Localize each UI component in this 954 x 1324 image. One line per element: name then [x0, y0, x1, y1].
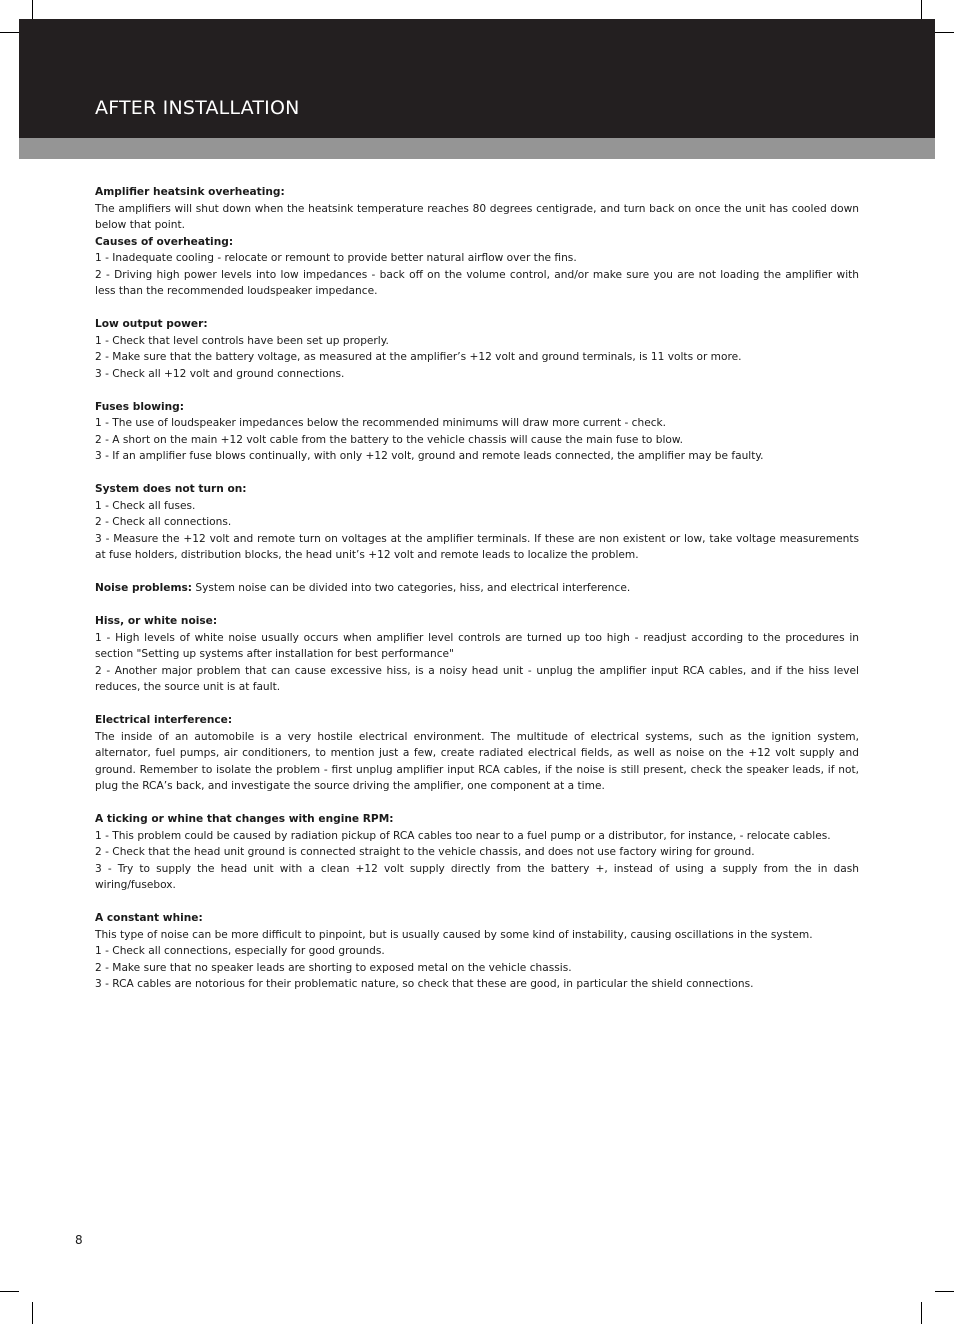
- section-heading: A ticking or whine that changes with engine RPM:: [95, 813, 394, 825]
- crop-mark: [935, 1291, 954, 1292]
- list-item: 3 - Measure the +12 volt and remote turn on voltages at the amplifier terminals. If these are non existent or low, take voltage measurements at fuse holders, distribution blocks, the head unit’s +12 volt and remote leads to localize the problem.: [95, 532, 859, 561]
- body-text: The amplifiers will shut down when the heatsink temperature reaches 80 degrees centigrade, and turn back on once the unit has cooled down below that point.: [95, 202, 859, 231]
- list-item: 2 - Make sure that the battery voltage, as measured at the amplifier’s +12 volt and ground terminals, is 11 volts or more.: [95, 351, 742, 363]
- list-item: 2 - A short on the main +12 volt cable from the battery to the vehicle chassis will cause the main fuse to blow.: [95, 433, 683, 446]
- list-item: 1 - Check all connections, especially for good grounds.: [95, 945, 385, 957]
- list-item: 3 - If an amplifier fuse blows continually, with only +12 volt, ground and remote leads connected, the amplifier may be faulty.: [95, 450, 764, 462]
- list-item: 1 - High levels of white noise usually occurs when amplifier level controls are turned up too high - readjust according to the procedures in section "Setting up systems after installation for best performance": [95, 631, 859, 660]
- noise-problems-paragraph: [95, 580, 859, 597]
- crop-mark: [921, 1302, 922, 1324]
- section-heading: Amplifier heatsink overheating:: [95, 186, 285, 198]
- crop-mark: [0, 32, 19, 33]
- section-heading: Hiss, or white noise:: [95, 615, 218, 627]
- list-item: 1 - This problem could be caused by radiation pickup of RCA cables too near to a fuel pump or a distributor, for instance, - relocate cables.: [95, 829, 831, 842]
- header-stripe: [19, 138, 935, 159]
- list-item: 2 - Check that the head unit ground is connected straight to the vehicle chassis, and does not use factory wiring for ground.: [95, 846, 755, 858]
- page-number: 8: [75, 1233, 83, 1247]
- section-heading: System does not turn on:: [95, 483, 247, 495]
- list-item: 3 - Check all +12 volt and ground connections.: [95, 367, 345, 380]
- list-item: 1 - Check that level controls have been set up properly.: [95, 334, 389, 347]
- list-item: 3 - Try to supply the head unit with a clean +12 volt supply directly from the battery +, instead of using a supply from the in dash wiring/fusebox.: [95, 862, 859, 891]
- crop-mark: [0, 1291, 19, 1292]
- section-heading: Low output power:: [95, 318, 208, 330]
- document-body: [95, 184, 859, 993]
- list-item: 1 - Check all fuses.: [95, 499, 196, 512]
- crop-mark: [32, 0, 33, 19]
- list-item: 1 - Inadequate cooling - relocate or remount to provide better natural airflow over the fins.: [95, 252, 577, 264]
- header-band: [19, 19, 935, 138]
- body-text: System noise can be divided into two categories, hiss, and electrical interference.: [192, 582, 631, 594]
- list-item: 2 - Make sure that no speaker leads are shorting to exposed metal on the vehicle chassis.: [95, 961, 572, 974]
- list-item: 3 - RCA cables are notorious for their problematic nature, so check that these are good, in particular the shield connections.: [95, 978, 754, 990]
- crop-mark: [32, 1302, 33, 1324]
- list-item: 2 - Driving high power levels into low impedances - back off on the volume control, and/or make sure you are not loading the amplifier with less than the recommended loudspeaker impedance.: [95, 268, 859, 297]
- crop-mark: [935, 32, 954, 33]
- body-text: This type of noise can be more difficult to pinpoint, but is usually caused by some kind of instability, causing oscillations in the system.: [95, 928, 813, 941]
- body-text: The inside of an automobile is a very hostile electrical environment. The multitude of electrical systems, such as the ignition system, alternator, fuel pumps, air conditioners, to mention just a few, create radiated electrical fields, as well as noise on the +12 volt supply and ground. Remember to isolate the problem - first unplug amplifier input RCA cables, if the noise is still present, check the speaker leads, if not, plug the RCA’s back, and investigate the source driving the amplifier, one component at a time.: [95, 730, 859, 792]
- section-heading: Noise problems:: [95, 582, 193, 594]
- list-item: 1 - The use of loudspeaker impedances below the recommended minimums will draw more current - check.: [95, 417, 667, 429]
- crop-mark: [921, 0, 922, 19]
- section-heading: Fuses blowing:: [95, 400, 185, 413]
- list-item: 2 - Another major problem that can cause excessive hiss, is a noisy head unit - unplug the amplifier input RCA cables, and if the hiss level reduces, the source unit is at fault.: [95, 664, 859, 693]
- section-heading: A constant whine:: [95, 912, 203, 924]
- section-heading: Electrical interference:: [95, 714, 233, 726]
- page-title: AFTER INSTALLATION: [95, 97, 300, 119]
- section-heading: Causes of overheating:: [95, 235, 234, 248]
- list-item: 2 - Check all connections.: [95, 516, 232, 528]
